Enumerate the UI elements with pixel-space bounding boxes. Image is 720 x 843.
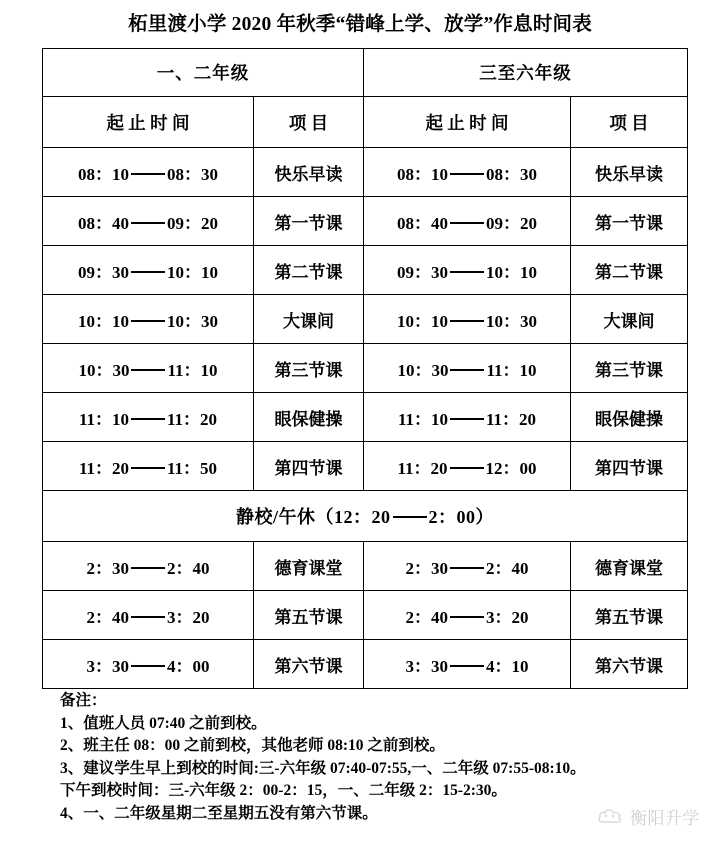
lower-grade-time-cell	[43, 344, 254, 393]
note-line-3-cont: 下午到校时间：三-六年级 2：00-2：15，一、二年级 2：15-2:30。	[60, 782, 507, 799]
lower-grade-time-cell	[43, 542, 254, 591]
table-row	[43, 295, 688, 344]
upper-grade-time-cell	[364, 393, 571, 442]
upper-grade-time-cell	[364, 442, 571, 491]
time-start: 09：30	[78, 262, 129, 282]
time-start: 11：20	[78, 458, 129, 478]
lower-grade-item-cell: 眼保健操	[254, 393, 364, 442]
schedule-table-wrapper	[42, 48, 687, 689]
lower-grade-item-cell: 德育课堂	[254, 542, 364, 591]
upper-grade-time-cell	[364, 344, 571, 393]
time-range-dash	[450, 616, 484, 618]
rest-period-suffix: 2：00）	[428, 507, 494, 527]
time-end: 11：20	[486, 409, 537, 429]
lower-grade-item-cell: 第三节课	[254, 344, 364, 393]
table-row	[43, 442, 688, 491]
lower-grade-time-cell	[43, 148, 254, 197]
note-line-2: 2、班主任 08：00 之前到校，其他老师 08:10 之前到校。	[60, 737, 445, 754]
time-range-dash	[450, 369, 484, 371]
table-row	[43, 491, 688, 542]
time-start: 2：30	[86, 558, 129, 578]
upper-grade-time-cell	[364, 295, 571, 344]
lower-grade-time-cell	[43, 197, 254, 246]
time-start: 10：30	[78, 360, 130, 380]
upper-grade-item-cell: 第四节课	[571, 442, 688, 491]
time-start: 3：30	[405, 656, 448, 676]
time-start: 11：10	[397, 409, 448, 429]
time-end: 11：20	[167, 409, 218, 429]
time-start: 11：20	[397, 458, 448, 478]
time-end: 4：00	[167, 656, 210, 676]
table-row	[43, 542, 688, 591]
time-range-dash	[131, 567, 165, 569]
table-row	[43, 344, 688, 393]
upper-grade-item-cell: 德育课堂	[571, 542, 688, 591]
time-range-dash	[450, 271, 484, 273]
watermark	[597, 804, 700, 829]
note-line-3: 3、建议学生早上到校的时间:三-六年级 07:40-07:55,一、二年级 07:55-08:10。	[60, 759, 586, 777]
cloud-logo-icon	[597, 806, 623, 828]
time-end: 2：40	[486, 558, 529, 578]
time-start: 10：10	[397, 311, 448, 331]
table-row	[43, 393, 688, 442]
time-end: 4：10	[486, 656, 529, 676]
time-range-dash	[131, 320, 165, 322]
page-title: 柘里渡小学 2020 年秋季“错峰上学、放学”作息时间表	[128, 14, 592, 35]
group-header-cell-1: 一、二年级	[43, 49, 364, 97]
upper-grade-time-cell	[364, 591, 571, 640]
time-range-dash	[131, 222, 165, 224]
lower-grade-item-cell: 大课间	[254, 295, 364, 344]
notes-heading: 备注：	[60, 692, 107, 709]
upper-grade-item-cell: 快乐早读	[571, 148, 688, 197]
lower-grade-time-cell	[43, 246, 254, 295]
time-range-dash	[450, 320, 484, 322]
lower-grade-time-cell	[43, 442, 254, 491]
time-range-dash	[450, 222, 484, 224]
lower-grade-time-cell	[43, 591, 254, 640]
time-start: 3：30	[86, 656, 129, 676]
lower-grade-item-cell: 第一节课	[254, 197, 364, 246]
time-start: 08：10	[78, 164, 129, 184]
time-range-dash	[131, 369, 165, 371]
upper-grade-time-cell	[364, 246, 571, 295]
time-start: 08：10	[397, 164, 448, 184]
table-row	[43, 197, 688, 246]
column-header-cell-2: 项 目	[254, 97, 364, 148]
time-end: 09：20	[486, 213, 537, 233]
upper-grade-item-cell: 第三节课	[571, 344, 688, 393]
group-header-cell-2: 三至六年级	[364, 49, 688, 97]
time-start: 09：30	[397, 262, 448, 282]
time-start: 08：40	[397, 213, 448, 233]
time-range-dash	[393, 516, 427, 518]
rest-period-prefix: 静校/午休（12：20	[235, 507, 391, 527]
table-row	[43, 148, 688, 197]
lower-grade-item-cell: 快乐早读	[254, 148, 364, 197]
time-start: 2：40	[86, 607, 129, 627]
upper-grade-item-cell: 第二节课	[571, 246, 688, 295]
time-end: 10：10	[486, 262, 537, 282]
upper-grade-time-cell	[364, 640, 571, 689]
lower-grade-item-cell: 第四节课	[254, 442, 364, 491]
lower-grade-item-cell: 第五节课	[254, 591, 364, 640]
rest-period-cell	[43, 491, 688, 542]
schedule-table	[42, 48, 688, 689]
time-range-dash	[450, 467, 484, 469]
upper-grade-item-cell: 眼保健操	[571, 393, 688, 442]
time-start: 10：10	[78, 311, 129, 331]
time-start: 2：40	[405, 607, 448, 627]
note-line-4: 4、一、二年级星期二至星期五没有第六节课。	[60, 804, 378, 822]
time-start: 11：10	[78, 409, 129, 429]
note-line-1: 1、值班人员 07:40 之前到校。	[60, 714, 267, 732]
time-start: 2：30	[405, 558, 448, 578]
table-row	[43, 591, 688, 640]
time-end: 10：30	[486, 311, 537, 331]
watermark-label: 衡阳升学	[630, 809, 700, 828]
upper-grade-item-cell: 第六节课	[571, 640, 688, 689]
column-header-cell-1: 起 止 时 间	[43, 97, 254, 148]
upper-grade-item-cell: 第五节课	[571, 591, 688, 640]
time-range-dash	[450, 567, 484, 569]
time-range-dash	[131, 616, 165, 618]
lower-grade-item-cell: 第六节课	[254, 640, 364, 689]
time-range-dash	[131, 467, 165, 469]
time-range-dash	[131, 271, 165, 273]
table-group-header-row	[43, 49, 688, 97]
time-range-dash	[450, 173, 484, 175]
time-end: 11：10	[167, 360, 218, 380]
column-header-cell-3: 起 止 时 间	[364, 97, 571, 148]
lower-grade-time-cell	[43, 393, 254, 442]
time-range-dash	[131, 665, 165, 667]
time-start: 10：30	[397, 360, 449, 380]
column-header-cell-4: 项 目	[571, 97, 688, 148]
table-column-header-row	[43, 97, 688, 148]
lower-grade-item-cell: 第二节课	[254, 246, 364, 295]
time-end: 11：10	[486, 360, 537, 380]
upper-grade-item-cell: 第一节课	[571, 197, 688, 246]
time-end: 08：30	[486, 164, 537, 184]
time-end: 10：10	[167, 262, 218, 282]
time-end: 11：50	[167, 458, 218, 478]
time-range-dash	[450, 418, 484, 420]
time-range-dash	[450, 665, 484, 667]
time-range-dash	[131, 418, 165, 420]
time-end: 09：20	[167, 213, 218, 233]
upper-grade-time-cell	[364, 148, 571, 197]
time-end: 2：40	[167, 558, 210, 578]
time-end: 10：30	[167, 311, 218, 331]
lower-grade-time-cell	[43, 295, 254, 344]
upper-grade-time-cell	[364, 542, 571, 591]
lower-grade-time-cell	[43, 640, 254, 689]
time-start: 08：40	[78, 213, 129, 233]
upper-grade-item-cell: 大课间	[571, 295, 688, 344]
time-range-dash	[131, 173, 165, 175]
time-end: 08：30	[167, 164, 218, 184]
time-end: 3：20	[486, 607, 529, 627]
table-row	[43, 246, 688, 295]
upper-grade-time-cell	[364, 197, 571, 246]
time-end: 3：20	[167, 607, 210, 627]
table-row	[43, 640, 688, 689]
time-end: 12：00	[485, 458, 537, 478]
